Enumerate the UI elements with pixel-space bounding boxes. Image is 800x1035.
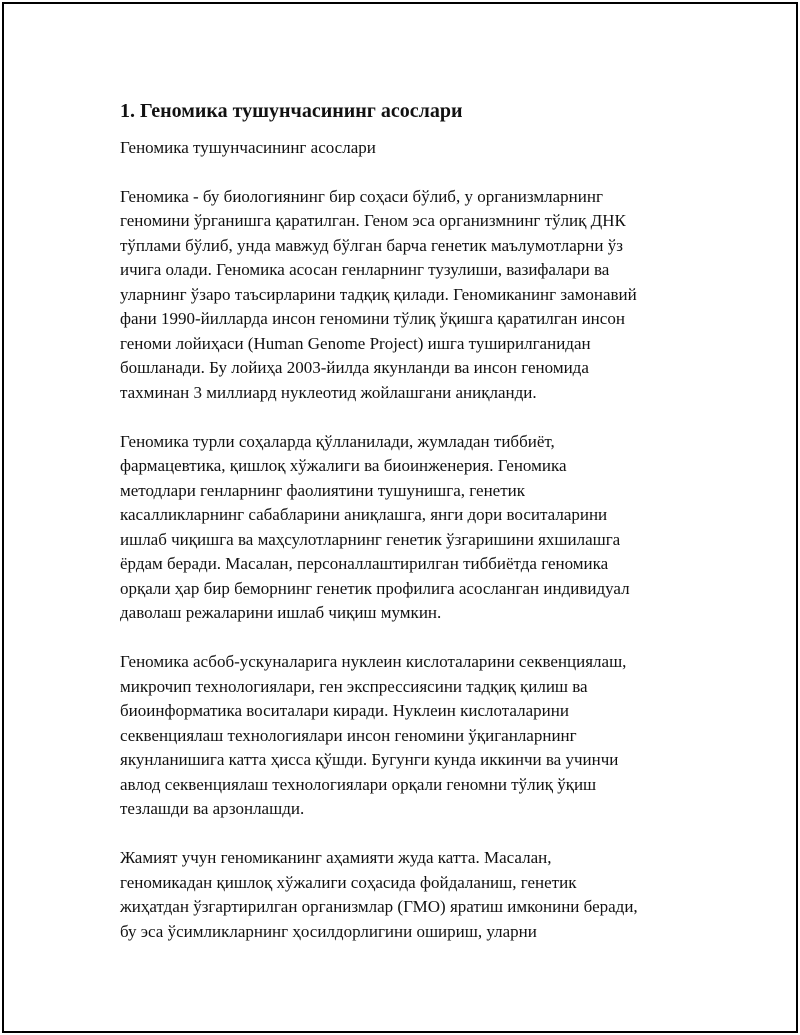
paragraph-line: фани 1990-йилларда инсон геномини тўлиқ ўқишга қаратилган инсон bbox=[120, 309, 625, 328]
paragraph-line: Геномика турли соҳаларда қўлланилади, жумладан тиббиёт, bbox=[120, 431, 555, 451]
paragraph-line: тахминан 3 миллиард нуклеотид жойлашгани аниқланди. bbox=[120, 382, 537, 402]
paragraph-line: геномини ўрганишга қаратилган. Геном эса организмнинг тўлиқ ДНК bbox=[120, 211, 626, 230]
paragraph-line: методлари генларнинг фаолиятини тушунишга, генетик bbox=[120, 480, 526, 500]
document-page bbox=[2, 2, 798, 1033]
paragraph-line: ичига олади. Геномика асосан генларнинг тузулиши, вазифалари ва bbox=[120, 260, 610, 279]
paragraph-line: микрочип технологиялари, ген экспрессиясини тадқиқ қилиш ва bbox=[120, 676, 588, 696]
paragraph-line: бошланади. Бу лойиҳа 2003-йилда якунланди ва инсон геномида bbox=[120, 358, 589, 377]
paragraph-line: тезлашди ва арзонлашди. bbox=[120, 799, 305, 818]
section-subtitle: Геномика тушунчасининг асослари bbox=[120, 138, 376, 157]
page-title: 1. Геномика тушунчасининг асослари bbox=[120, 100, 463, 122]
paragraph-line: Жамият учун геномиканинг аҳамияти жуда катта. Масалан, bbox=[120, 848, 552, 867]
paragraph-line: жиҳатдан ўзгартирилган организмлар (ГМО) яратиш имконини беради, bbox=[120, 897, 638, 916]
paragraph-line: геноми лойиҳаси (Human Genome Project) ишга туширилганидан bbox=[120, 333, 591, 353]
paragraph-line: ишлаб чиқишга ва маҳсулотларнинг генетик ўзгаришини яхшилашга bbox=[120, 529, 621, 549]
paragraph-line: бу эса ўсимликларнинг ҳосилдорлигини ошириш, уларни bbox=[120, 921, 537, 941]
paragraph-line: тўплами бўлиб, унда мавжуд бўлган барча генетик маълумотларни ўз bbox=[120, 235, 623, 255]
paragraph-line: авлод секвенциялаш технологиялари орқали геномни тўлиқ ўқиш bbox=[120, 774, 597, 794]
paragraph-line: касалликларнинг сабабларини аниқлашга, янги дори воситаларини bbox=[120, 505, 608, 524]
paragraph-3 bbox=[120, 650, 700, 822]
paragraph-line: геномикадан қишлоқ хўжалиги соҳасида фойдаланиш, генетик bbox=[120, 872, 577, 892]
paragraph-line: Геномика асбоб-ускуналарига нуклеин кислоталарини секвенциялаш, bbox=[120, 652, 627, 671]
paragraph-line: секвенциялаш технологиялари инсон геномини ўқиганларнинг bbox=[120, 725, 577, 745]
paragraph-line: ёрдам беради. Масалан, персоналлаштирилган тиббиётда геномика bbox=[120, 554, 609, 573]
paragraph-line: уларнинг ўзаро таъсирларини тадқиқ қилади. Геномиканинг замонавий bbox=[120, 284, 637, 304]
document-content bbox=[120, 97, 700, 969]
paragraph-line: Геномика - бу биологиянинг бир соҳаси бўлиб, у организмларнинг bbox=[120, 186, 603, 206]
paragraph-4 bbox=[120, 846, 700, 944]
paragraph-line: даволаш режаларини ишлаб чиқиш мумкин. bbox=[120, 603, 442, 622]
paragraph-line: фармацевтика, қишлоқ хўжалиги ва биоинженерия. Геномика bbox=[120, 456, 567, 475]
paragraph-2 bbox=[120, 430, 700, 626]
paragraph-line: якунланишига катта ҳисса қўшди. Бугунги кунда иккинчи ва учинчи bbox=[120, 750, 619, 769]
paragraph-1 bbox=[120, 185, 700, 406]
paragraph-line: биоинформатика воситалари киради. Нуклеин кислоталарини bbox=[120, 701, 569, 720]
paragraph-line: орқали ҳар бир беморнинг генетик профилига асосланган индивидуал bbox=[120, 578, 630, 598]
